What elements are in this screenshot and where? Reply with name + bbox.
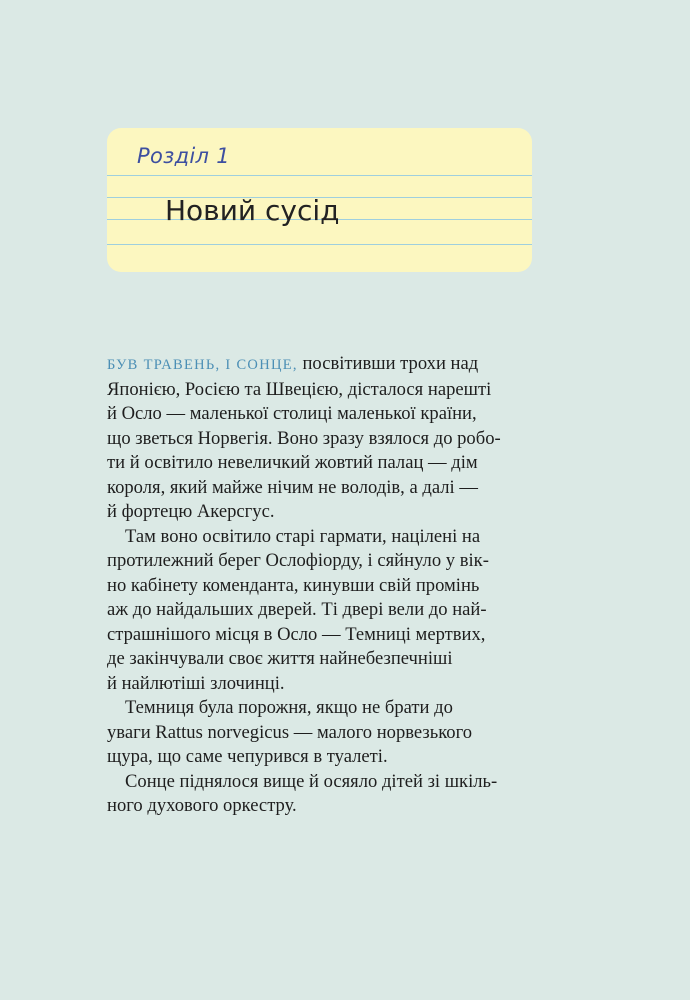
text-line: й фортецю Акерсгус.	[107, 501, 275, 522]
text-line: де закінчували своє життя найнебезпечніші	[107, 648, 453, 669]
text-line: протилежний берег Ослофіорду, і сяйнуло у вік-	[107, 550, 489, 571]
chapter-body-text	[107, 352, 547, 819]
text-line: ти й освітило невеличкий жовтий палац — дім	[107, 452, 478, 473]
text-line: Сонце піднялося вище й осяяло дітей зі шкіль-	[125, 770, 498, 792]
text-line: аж до найдальших дверей. Ті двері вели до най-	[107, 599, 487, 620]
text-line: ного духового оркестру.	[107, 795, 297, 816]
text-line: Там воно освітило старі гармати, націлені на	[125, 525, 481, 547]
ruled-line	[107, 244, 532, 245]
text-line: що зветься Норвегія. Воно зразу взялося до робо-	[107, 427, 501, 449]
ruled-line	[107, 175, 532, 176]
text-line: уваги Rattus norvegicus — малого норвезького	[107, 721, 473, 743]
lead-in-small-caps: БУВ ТРАВЕНЬ, І СОНЦЕ,	[107, 357, 298, 373]
text-line: Темниця була порожня, якщо не брати до	[125, 697, 453, 718]
chapter-title: Новий сусід	[165, 194, 340, 227]
text-line: страшнішого місця в Осло — Темниці мертвих,	[107, 623, 486, 645]
text-line: й Осло — маленької столиці маленької країни,	[107, 403, 477, 424]
chapter-number-label: Розділ 1	[137, 144, 230, 168]
text-line-rest: посвітивши трохи над	[302, 353, 479, 374]
text-line: короля, який майже нічим не володів, а далі —	[107, 476, 478, 498]
chapter-header-card	[107, 128, 532, 272]
text-line: но кабінету коменданта, кинувши свій промінь	[107, 574, 480, 596]
text-line	[107, 352, 547, 378]
text-line: Японією, Росією та Швецією, дісталося нарешті	[107, 378, 492, 400]
text-line: й найлютіші злочинці.	[107, 672, 285, 694]
text-line: щура, що саме чепурився в туалеті.	[107, 746, 388, 767]
